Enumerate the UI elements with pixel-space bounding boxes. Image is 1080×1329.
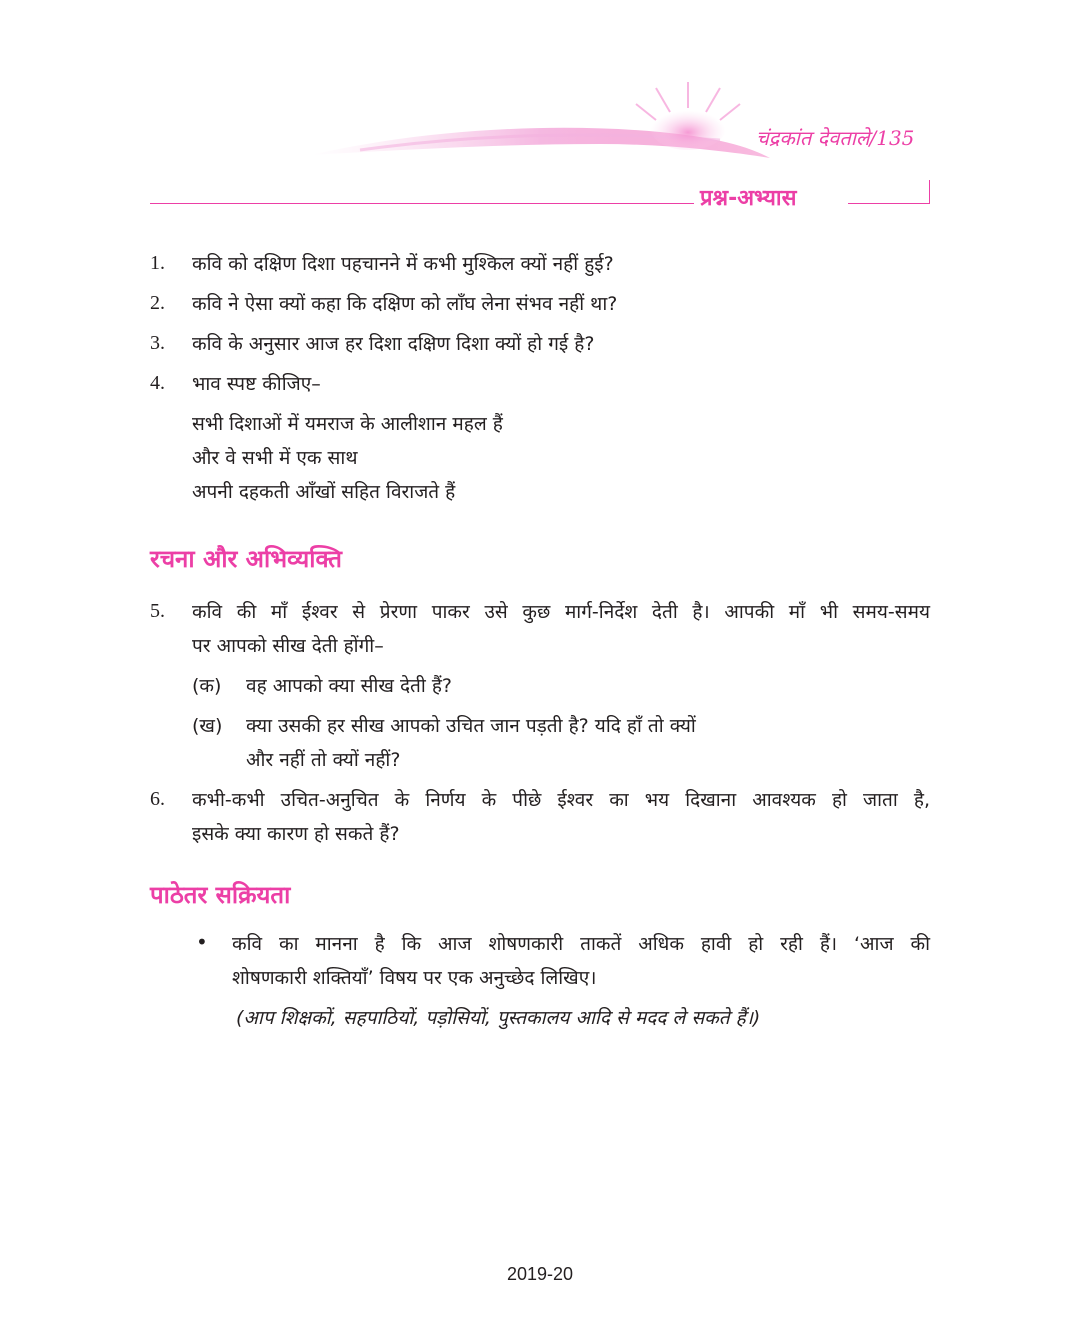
header-decoration [300,70,780,170]
verse-line: और वे सभी में एक साथ [192,447,358,469]
section-heading: पाठेतर सक्रियता [150,881,291,909]
sub-question-label: (क) [192,675,222,697]
question-text: कभी-कभी उचित-अनुचित के निर्णय के पीछे ईश्वर का भय दिखाना आवश्यक हो जाता है, [192,789,930,811]
sub-question-label: (ख) [192,715,223,737]
question-number: 1. [150,252,165,274]
question-text: कवि की माँ ईश्वर से प्रेरणा पाकर उसे कुछ मार्ग-निर्देश देती है। आपकी माँ भी समय-समय [192,601,930,623]
activity-text: कवि का मानना है कि आज शोषणकारी ताकतें अधिक हावी हो रही हैं। ‘आज की [232,933,930,955]
sub-question-text: और नहीं तो क्यों नहीं? [246,749,401,771]
question-number: 4. [150,372,165,394]
activity-note: (आप शिक्षकों, सहपाठियों, पड़ोसियों, पुस्तकालय आदि से मदद ले सकते हैं।) [236,1007,761,1029]
question-number: 2. [150,292,165,314]
running-header: चंद्रकांत देवताले/135 [756,126,915,150]
sub-question-text: क्या उसकी हर सीख आपको उचित जान पड़ती है? यदि हाँ तो क्यों [246,715,696,737]
question-text: इसके क्या कारण हो सकते हैं? [192,823,400,845]
question-number: 5. [150,600,165,622]
bullet: • [196,930,208,954]
sub-question-text: वह आपको क्या सीख देती हैं? [246,675,453,697]
question-text: भाव स्पष्ट कीजिए– [192,373,321,395]
verse-line: सभी दिशाओं में यमराज के आलीशान महल हैं [192,413,503,435]
section-title: प्रश्न-अभ्यास [700,186,797,211]
header-rule-vertical [929,180,930,204]
question-number: 6. [150,788,165,810]
header-rule-right [848,203,930,204]
verse-line: अपनी दहकती आँखों सहित विराजते हैं [192,481,456,503]
page-footer-year: 2019-20 [506,1264,574,1284]
question-text: कवि के अनुसार आज हर दिशा दक्षिण दिशा क्यों हो गई है? [192,333,595,355]
question-text: कवि ने ऐसा क्यों कहा कि दक्षिण को लाँघ लेना संभव नहीं था? [192,293,618,315]
question-number: 3. [150,332,165,354]
activity-text: शोषणकारी शक्तियाँ’ विषय पर एक अनुच्छेद लिखिए। [232,967,597,989]
header-rule-left [150,203,694,204]
question-text: पर आपको सीख देती होंगी– [192,635,384,657]
question-text: कवि को दक्षिण दिशा पहचानने में कभी मुश्किल क्यों नहीं हुई? [192,253,614,275]
section-heading: रचना और अभिव्यक्ति [150,545,342,573]
